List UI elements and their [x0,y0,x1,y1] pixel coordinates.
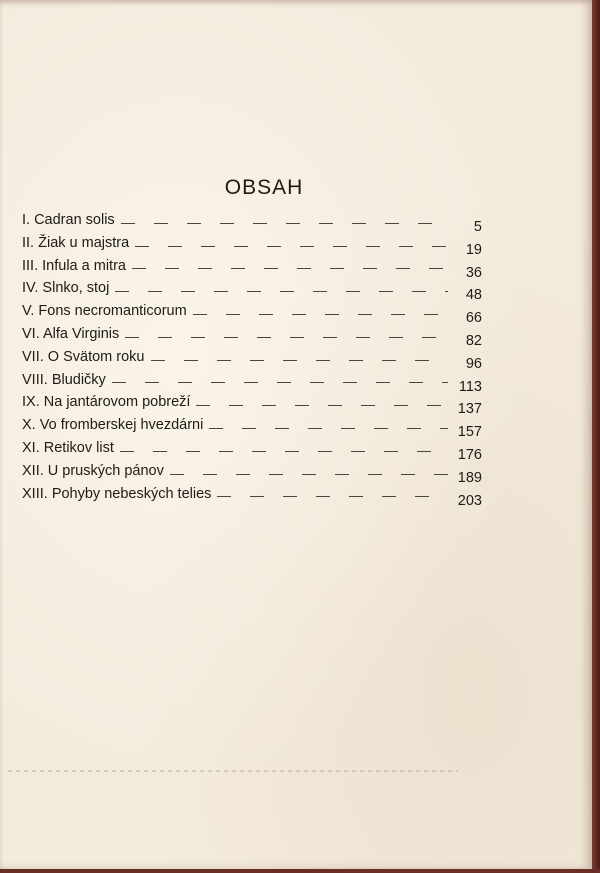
toc-entry [22,394,482,417]
toc-entry-title: IV. Slnko, stoj [22,280,110,297]
dash-leader [170,474,448,475]
toc-entry-page: 189 [457,469,482,486]
cover-edge-bottom [0,869,600,873]
toc-entry [22,303,482,326]
toc-entry-title: II. Žiak u majstra [22,234,130,251]
toc-entry-page: 113 [458,378,482,395]
toc-entry-page: 82 [465,332,482,349]
toc-entry-page: 19 [465,241,482,258]
toc-entry-title: VI. Alfa Virginis [22,325,120,342]
toc-entry-page: 137 [457,401,482,418]
toc-entry [22,326,482,349]
dash-leader [132,268,448,269]
cover-edge-right [592,0,600,873]
toc-entry [22,417,482,440]
toc-entry-page: 157 [457,424,482,441]
dash-leader [217,496,448,497]
toc-entry-title: V. Fons necromanticorum [22,303,187,320]
toc-entry-page: 48 [465,287,482,304]
toc-entry [22,349,482,372]
toc-entry-title: XII. U pruských pánov [22,462,164,479]
toc-entry-page: 203 [457,492,482,509]
toc-entry [22,235,482,258]
toc-entry [22,280,482,303]
toc-entry-title: XI. Retikov list [22,439,114,456]
toc-entry [22,463,482,486]
toc-entry [22,212,482,235]
toc-entry-page: 66 [465,310,482,327]
dash-leader [196,405,448,406]
dash-leader [120,451,448,452]
dash-leader [112,382,448,383]
toc-entry-page: 36 [465,264,482,281]
toc-entry [22,258,482,281]
dash-leader [121,223,448,224]
toc-entry [22,440,482,463]
dash-leader [151,360,449,361]
toc-entry-title: VII. O Svätom roku [22,348,145,365]
faint-bleed-through-line [8,770,458,772]
dash-leader [125,337,448,338]
table-of-contents [22,212,482,508]
toc-entry-page: 5 [473,219,482,235]
toc-entry [22,486,482,509]
toc-entry-page: 176 [457,446,482,463]
dash-leader [135,246,448,247]
toc-entry-title: XIII. Pohyby nebeských telies [22,485,212,502]
toc-entry [22,372,482,395]
toc-entry-page: 96 [465,355,482,372]
dash-leader [115,291,448,292]
toc-entry-title: VIII. Bludičky [22,371,106,388]
toc-entry-title: III. Infula a mitra [22,257,126,274]
dash-leader [193,314,448,315]
toc-entry-title: X. Vo fromberskej hvezdárni [22,417,204,434]
page-title: OBSAH [224,176,304,199]
toc-entry-title: IX. Na jantárovom pobreží [22,394,191,411]
dash-leader [209,428,448,429]
toc-entry-title: I. Cadran solis [22,212,115,228]
